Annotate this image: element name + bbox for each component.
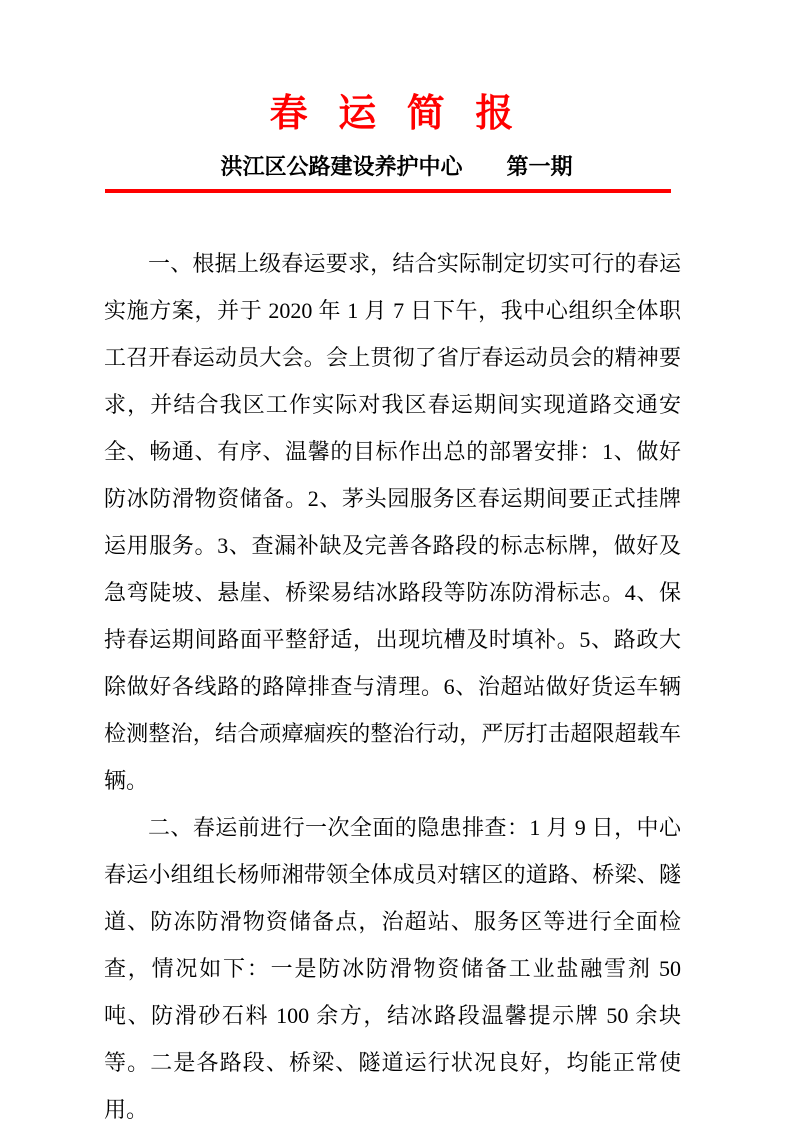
masthead-divider-rule	[105, 189, 671, 193]
masthead-org: 洪江区公路建设养护中心	[220, 154, 463, 179]
paragraph: 一、根据上级春运要求，结合实际制定切实可行的春运实施方案，并于 2020 年 1 月 7 日下午，我中心组织全体职工召开春运动员大会。会上贯彻了省厅春运动员会的精神要求，并结合我区工作实际对我区春运期间实现道路交通安全、畅通、有序、温馨的目标作出总的部署安排：1、做好防冰防滑物资储备。2、茅头园服务区春运期间要正式挂牌运用服务。3、查漏补缺及完善各路段的标志标牌，做好及急弯陡坡、悬崖、桥梁易结冰路段等防冻防滑标志。4、保持春运期间路面平整舒适，出现坑槽及时填补。5、路政大除做好各线路的路障排查与清理。6、治超站做好货运车辆检测整治，结合顽瘴痼疾的整治行动，严厉打击超限超载车辆。	[104, 251, 681, 793]
document-title: 春 运 简 报	[269, 93, 524, 135]
document-body	[104, 240, 681, 1122]
paragraph: 二、春运前进行一次全面的隐患排查：1 月 9 日，中心春运小组组长杨师湘带领全体成员对辖区的道路、桥梁、隧道、防冻防滑物资储备点，治超站、服务区等进行全面检查，情况如下：一是防冰防滑物资储备工业盐融雪剂 50 吨、防滑砂石料 100 余方，结冰路段温馨提示牌 50 余块等。二是各路段、桥梁、隧道运行状况良好，均能正常使用。	[104, 815, 681, 1122]
masthead-issue-number: 第一期	[506, 154, 573, 179]
masthead	[0, 154, 793, 180]
